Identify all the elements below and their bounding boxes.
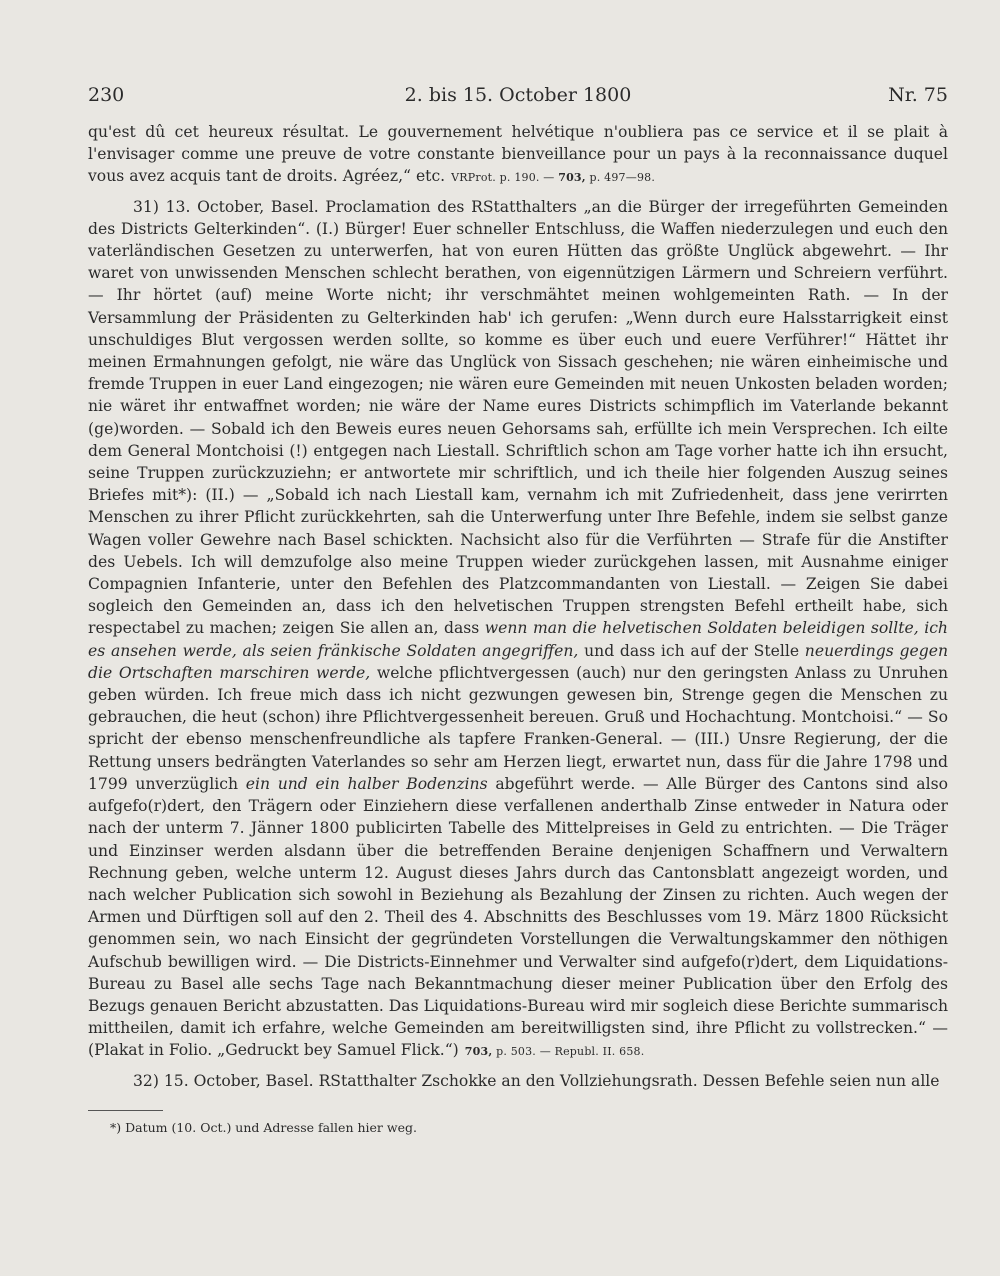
body-text xyxy=(88,121,948,1092)
page-header xyxy=(88,84,948,112)
running-title: 2. bis 15. October 1800 xyxy=(404,84,632,106)
entry-31 xyxy=(88,196,948,1064)
page-number: 230 xyxy=(88,84,125,106)
intro-text: qu'est dû cet heureux résultat. Le gouvernement helvétique n'oubliera pas ce service et il se plait à l'envisager comme une preuve de votre constante bienveillance pour un pays à la reconnaissance duquel vous avez acquis tant de droits. Agréez,“ etc. xyxy=(88,123,948,186)
entry-32 xyxy=(88,1070,948,1092)
ref-part: VRProt. p. 190. — xyxy=(451,171,555,185)
entry-31-text-3: welche pflichtvergessen (auch) nur den geringsten Anlass zu Unruhen geben würden. Ich freue mich dass ich nicht gezwungen gewesen bin, Strenge gegen die Menschen zu gebrauchen, die heut (schon) ihre Pflichtvergessenheit bereuen. Gruß und Hochachtung. Montchoisi.“ — So spricht der ebenso menschenfreundliche als tapfere Franken-General. — (III.) Unsre Regierung, der die Rettung unsers bedrängten Vaterlandes so sehr am Herzen liegt, erwartet nun, dass für die Jahre 1798 und 1799 unverzüglich xyxy=(88,663,949,793)
entry-32-text: 32) 15. October, Basel. RStatthalter Zschokke an den Vollziehungsrath. Dessen Befehle seien nun alle xyxy=(133,1071,940,1090)
entry-31-italic-1: wenn man die helvetischen Soldaten beleidigen sollte, ich es ansehen werde, als seien fränkische Soldaten angegriffen, xyxy=(88,619,948,660)
entry-31-text-4: abgeführt werde. — Alle Bürger des Cantons sind also aufgefo(r)dert, den Trägern oder Einziehern diese verfallenen anderthalb Zinse entweder in Natura oder nach der unterm 7. Jänner 1800 publicirten Tabelle des Mittelpreises in Geld zu entrichten. — Die Träger und Einzinser werden alsdann über die betreffenden Beraine denjenigen Schaffnern und Verwaltern Rechnung geben, welche unterm 12. August dieses Jahrs durch das Cantonsblatt angezeigt worden, und nach welcher Publication sich sowohl in Beziehung als Bezahlung der Zinsen zu richten. Auch wegen der Armen und Dürftigen soll auf den 2. Theil des 4. Abschnitts des Beschlusses vom 19. März 1800 Rücksicht genommen sein, wo nach Einsicht der gegründeten Vorstellungen die Verwaltungskammer den nöthigen Aufschub bewilligen wird. — Die Districts-Einnehmer und Verwalter sind aufgefo(r)dert, dem Liquidations-Bureau zu Basel alle sechs Tage nach Bekanntmachung dieser meiner Publication über den Erfolg des Bezugs genauen Bericht abzustatten. Das Liquidations-Bureau wird mir sogleich diese Berichte summarisch mittheilen, damit ich erfahre, welche Gemeinden am bereitwilligsten sind, ihre Pflicht zu vollstrecken.“ — (Plakat in Folio. „Gedruckt bey Samuel Flick.“) xyxy=(88,774,948,1060)
ref-number: 703, xyxy=(558,171,586,185)
document-number: Nr. 75 xyxy=(888,84,948,106)
entry-31-italic-2: neuerdings gegen die Ortschaften marschiren werde, xyxy=(88,641,948,682)
footnote: *) Datum (10. Oct.) und Adresse fallen hier weg. xyxy=(110,1120,417,1135)
ref-page: p. 497—98. xyxy=(589,171,656,185)
intro-paragraph xyxy=(88,121,948,190)
ref-number: 703, xyxy=(464,1045,493,1059)
intro-reference xyxy=(451,171,655,184)
entry-31-text-2: und dass ich auf der Stelle xyxy=(584,641,800,660)
entry-31-text-1: 31) 13. October, Basel. Proclamation des RStatthalters „an die Bürger der irregeführten Gemeinden des Districts Gelterkinden“. (I.) Bürger! Euer schneller Entschluss, die Waffen niederzulegen und euch den vaterländischen Gesetzen zu unterwerfen, hat von euren Hütten das größte Unglück abgewehrt. — Ihr waret von unwissenden Menschen schlecht berathen, von eigennützigen Lärmern und Schreiern verführt. — Ihr hörtet (auf) meine Worte nicht; ihr verschmähtet meinen wohlgemeinten Rath. — In der Versammlung der Präsidenten zu Gelterkinden hab' ich gerufen: „Wenn durch eure Halsstarrigkeit einst unschuldiges Blut vergossen werden sollte, so komme es über euch und euere Verführer!“ Hättet ihr meinen Ermahnungen gefolgt, nie wäre das Unglück von Sissach geschehen; nie wären einheimische und fremde Truppen in euer Land eingezogen; nie wären eure Gemeinden mit neuen Unkosten beladen worden; nie wäret ihr entwaffnet worden; nie wäre der Name eures Districts schimpflich im Vaterlande bekannt (ge)worden. — Sobald ich den Beweis eures neuen Gehorsams sah, erfüllte ich mein Versprechen. Ich eilte dem General Montchoisi (!) entgegen nach Liestall. Schriftlich schon am Tage vorher hatte ich ihn ersucht, seine Truppen zurückzuziehn; er antwortete mir schriftlich, und ich theile hier folgenden Auszug seines Briefes mit*): (II.) — „Sobald ich nach Liestall kam, vernahm ich mit Zufriedenheit, dass jene verirrten Menschen zu ihrer Pflicht zurückkehrten, sah die Unterwerfung unter Ihre Befehle, indem sie selbst ganze Wagen voller Gewehre nach Basel schickten. Nachsicht also für die Verführten — Strafe für die Anstifter des Uebels. Ich will demzufolge also meine Truppen wieder zurückgehen lassen, mit Ausnahme einiger Compagnien Infanterie, unter den Befehlen des Platzcommandanten von Liestall. — Zeigen Sie dabei sogleich den Gemeinden an, dass ich den helvetischen Truppen strengsten Befehl ertheilt habe, sich respectabel zu machen; zeigen Sie allen an, dass xyxy=(88,197,948,638)
entry-31-italic-3: ein und ein halber Bodenzins xyxy=(245,774,488,793)
ref-page: p. 503. — Republ. II. 658. xyxy=(496,1045,645,1059)
footnote-divider xyxy=(88,1110,163,1111)
entry-31-reference xyxy=(465,1045,645,1058)
